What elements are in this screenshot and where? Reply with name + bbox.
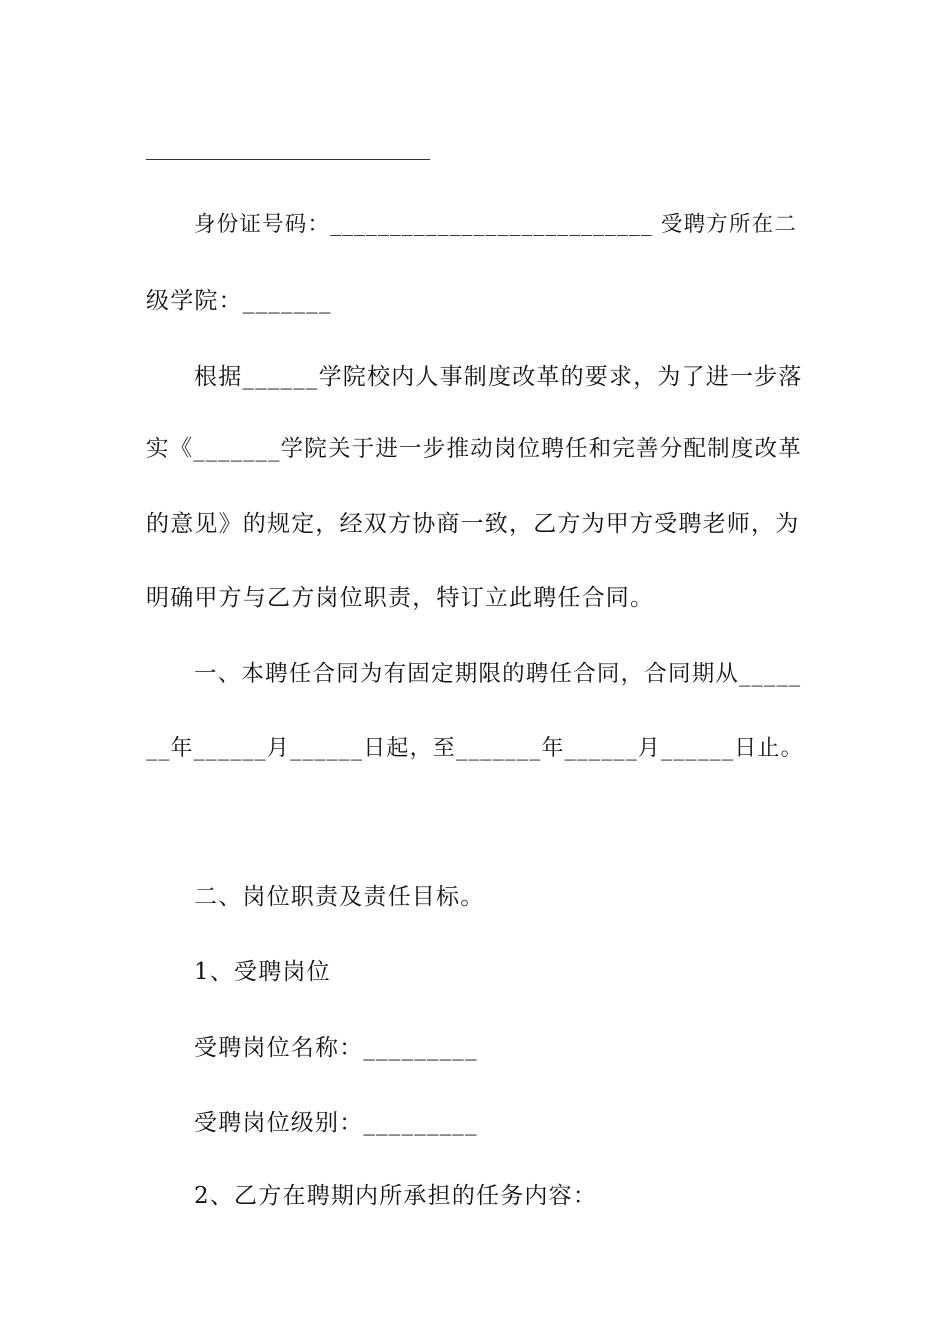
item-tasks: 2、乙方在聘期内所承担的任务内容：: [194, 1183, 598, 1209]
post-name-line: 受聘岗位名称：_________: [194, 1035, 478, 1061]
basis-paragraph-line-4: 明确甲方与乙方岗位职责，特订立此聘任合同。: [146, 585, 655, 611]
basis-paragraph-line-1: 根据______学院校内人事制度改革的要求，为了进一步落: [194, 364, 803, 390]
term-paragraph-line-2: __年______月______日起，至_______年______月______日止。: [146, 736, 804, 761]
signature-underline: [146, 159, 430, 160]
basis-paragraph-line-3: 的意见》的规定，经双方协商一致，乙方为甲方受聘老师，为: [146, 511, 800, 537]
post-level-line: 受聘岗位级别：_________: [194, 1110, 478, 1136]
college-line: 级学院：_______: [146, 288, 332, 314]
item-post: 1、受聘岗位: [194, 959, 331, 985]
term-paragraph-line-1: 一、本聘任合同为有固定期限的聘任合同，合同期从_____: [194, 661, 802, 687]
id-number-line: 身份证号码：___________________________ 受聘方所在二: [194, 212, 798, 237]
section-heading-duties: 二、岗位职责及责任目标。: [194, 884, 485, 910]
basis-paragraph-line-2: 实《_______学院关于进一步推动岗位聘任和完善分配制度改革: [146, 436, 802, 462]
